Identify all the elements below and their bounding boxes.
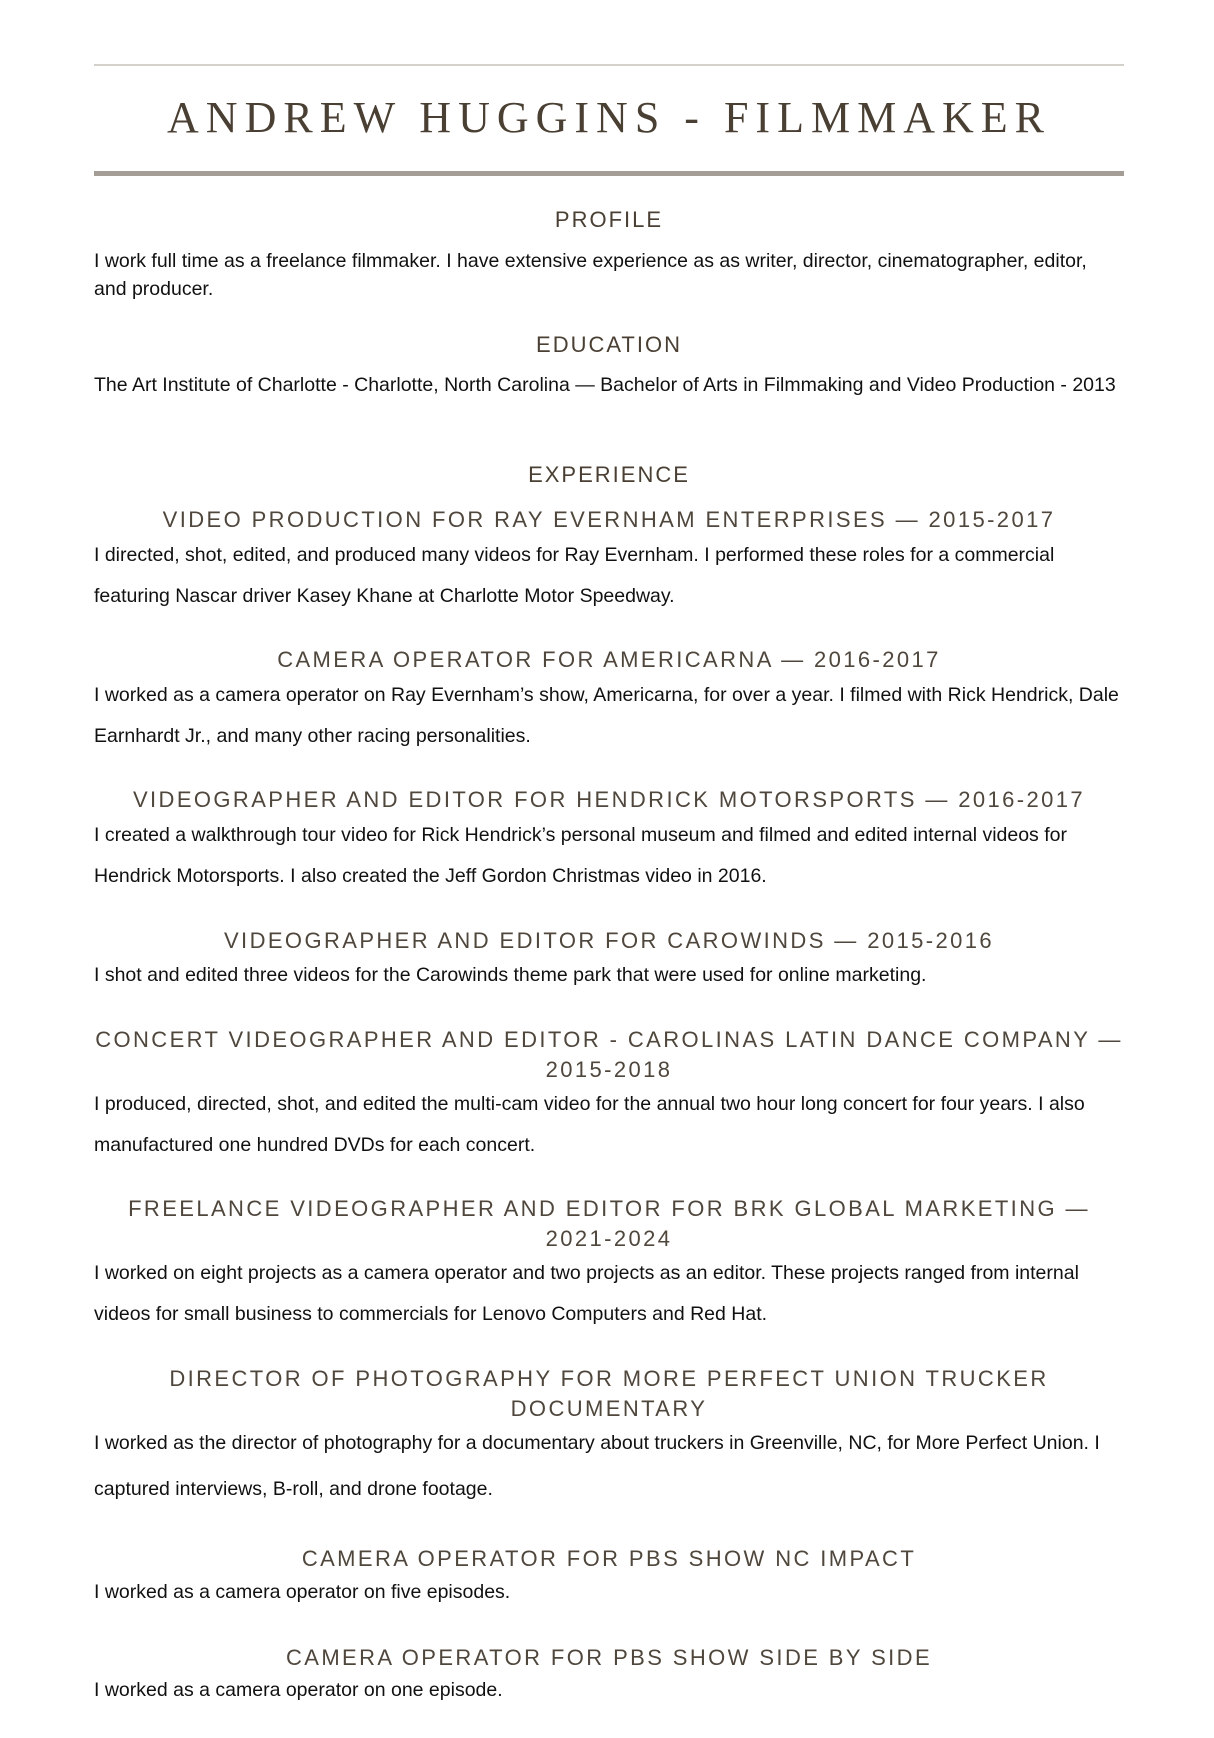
job-description: I worked as a camera operator on five episodes.	[94, 1581, 511, 1603]
job-description: I shot and edited three videos for the Carowinds theme park that were used for online marketing.	[94, 964, 927, 986]
job-title: CAMERA OPERATOR FOR AMERICARNA — 2016-2017	[277, 647, 941, 672]
job-description: I produced, directed, shot, and edited the multi-cam video for the annual two hour long concert for four years. I also manufactured one hundred DVDs for each concert.	[94, 1093, 1085, 1156]
job-title: VIDEO PRODUCTION FOR RAY EVERNHAM ENTERPRISES — 2015-2017	[162, 507, 1056, 532]
page-title: ANDREW HUGGINS - FILMMAKER	[167, 93, 1051, 142]
job-title: DIRECTOR OF PHOTOGRAPHY FOR MORE PERFECT UNION TRUCKER DOCUMENTARY	[169, 1366, 1049, 1421]
job-title: FREELANCE VIDEOGRAPHER AND EDITOR FOR BRK GLOBAL MARKETING — 2021-2024	[128, 1196, 1090, 1251]
job-title: CONCERT VIDEOGRAPHER AND EDITOR - CAROLINAS LATIN DANCE COMPANY — 2015-2018	[95, 1027, 1123, 1082]
job-description: I created a walkthrough tour video for Rick Hendrick’s personal museum and filmed and edited internal videos for Hendrick Motorsports. I also created the Jeff Gordon Christmas video in 2016.	[94, 824, 1067, 887]
profile-heading: PROFILE	[554, 207, 664, 232]
top-rule	[94, 64, 1124, 66]
job-description: I worked on eight projects as a camera operator and two projects as an editor. These projects ranged from internal videos for small business to commercials for Lenovo Computers and Red Hat.	[94, 1262, 1079, 1325]
job-title: CAMERA OPERATOR FOR PBS SHOW SIDE BY SIDE	[285, 1645, 933, 1670]
job-description: I worked as a camera operator on one episode.	[94, 1679, 503, 1701]
education-heading: EDUCATION	[536, 332, 682, 357]
profile-text: I work full time as a freelance filmmaker. I have extensive experience as as writer, director, cinematographer, editor, and producer.	[94, 250, 1087, 300]
title-underline	[94, 171, 1124, 176]
job-description: I worked as a camera operator on Ray Evernham’s show, Americarna, for over a year. I filmed with Rick Hendrick, Dale Earnhardt Jr., and many other racing personalities.	[94, 684, 1119, 747]
education-text: The Art Institute of Charlotte - Charlotte, North Carolina — Bachelor of Arts in Filmmaking and Video Production - 2013	[94, 374, 1116, 396]
job-title: VIDEOGRAPHER AND EDITOR FOR HENDRICK MOTORSPORTS — 2016-2017	[132, 787, 1086, 812]
experience-heading: EXPERIENCE	[528, 462, 690, 487]
job-description: I directed, shot, edited, and produced many videos for Ray Evernham. I performed these roles for a commercial featuring Nascar driver Kasey Khane at Charlotte Motor Speedway.	[94, 544, 1055, 607]
job-description: I worked as the director of photography for a documentary about truckers in Greenville, NC, for More Perfect Union. I captured interviews, B-roll, and drone footage.	[94, 1432, 1100, 1500]
job-title: VIDEOGRAPHER AND EDITOR FOR CAROWINDS — 2015-2016	[223, 928, 995, 953]
job-title: CAMERA OPERATOR FOR PBS SHOW NC IMPACT	[301, 1546, 917, 1571]
